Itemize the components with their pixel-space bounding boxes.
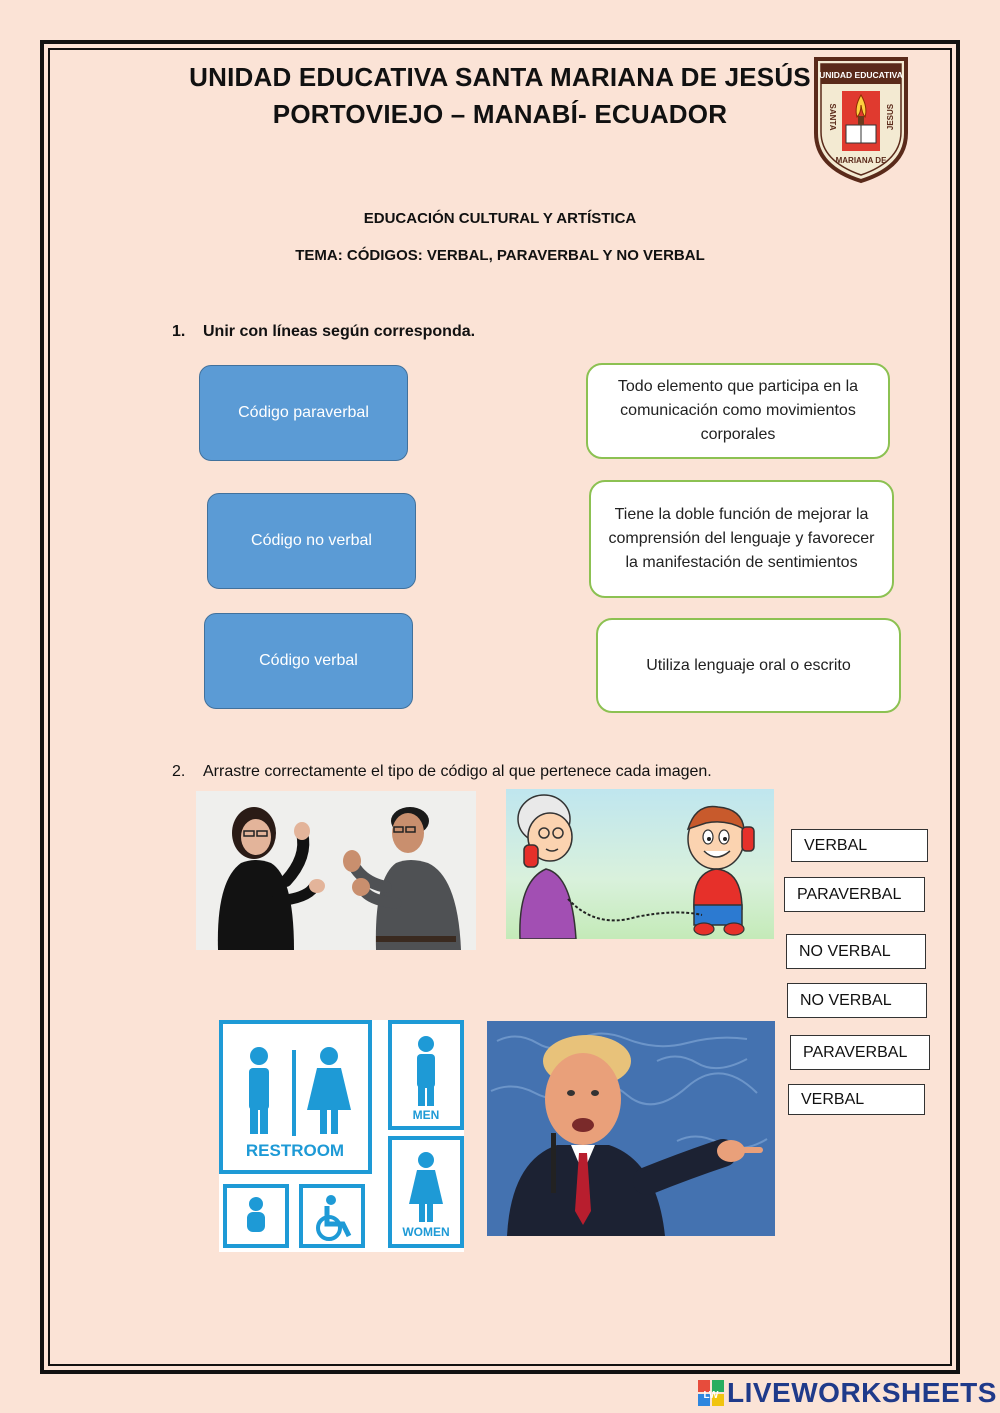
- restroom-signs-image: [219, 1020, 464, 1252]
- code-paraverbal-box[interactable]: Código paraverbal: [199, 365, 408, 461]
- topic-title: TEMA: CÓDIGOS: VERBAL, PARAVERBAL Y NO VERBAL: [295, 247, 705, 264]
- label-no-verbal-2[interactable]: NO VERBAL: [787, 983, 927, 1018]
- exercise-2-number: 2.: [172, 763, 186, 780]
- school-location: PORTOVIEJO – MANABÍ- ECUADOR: [272, 99, 728, 129]
- label-verbal-2[interactable]: VERBAL: [788, 1084, 925, 1115]
- description-oral-written[interactable]: Utiliza lenguaje oral o escrito: [596, 618, 901, 713]
- liveworksheets-logo-icon: [698, 1380, 724, 1406]
- speaker-pointing-photo: [487, 1021, 775, 1236]
- code-verbal-box[interactable]: Código verbal: [204, 613, 413, 709]
- exercise-1-instruction: [172, 323, 475, 341]
- exercise-2-text: Arrastre correctamente el tipo de código al que pertenece cada imagen.: [203, 763, 712, 780]
- description-feelings[interactable]: Tiene la doble función de mejorar la comprensión del lenguaje y favorecer la manifestación de sentimientos: [589, 480, 894, 598]
- code-no-verbal-box[interactable]: Código no verbal: [207, 493, 416, 589]
- school-crest-logo: [812, 55, 910, 185]
- school-name: UNIDAD EDUCATIVA SANTA MARIANA DE JESÚS: [189, 62, 811, 92]
- subject-title: EDUCACIÓN CULTURAL Y ARTÍSTICA: [363, 210, 637, 227]
- brand-text: LIVEWORKSHEETS: [727, 1377, 997, 1408]
- exercise-2-instruction: [172, 763, 712, 781]
- label-no-verbal-1[interactable]: NO VERBAL: [786, 934, 926, 969]
- restroom-label: RESTROOM: [245, 1141, 345, 1160]
- exercise-1-number: 1.: [172, 323, 186, 340]
- svg-text:MARIANA DE: MARIANA DE: [835, 156, 887, 165]
- svg-text:SANTA: SANTA: [828, 103, 837, 131]
- liveworksheets-brand[interactable]: [698, 1378, 997, 1408]
- label-verbal-1[interactable]: VERBAL: [791, 829, 928, 862]
- exercise-1-text: Unir con líneas según corresponda.: [203, 323, 476, 340]
- svg-text:JESUS: JESUS: [886, 103, 895, 131]
- label-paraverbal-1[interactable]: PARAVERBAL: [784, 877, 925, 912]
- svg-text:UNIDAD EDUCATIVA: UNIDAD EDUCATIVA: [819, 70, 903, 80]
- men-label: MEN: [412, 1108, 440, 1122]
- label-paraverbal-2[interactable]: PARAVERBAL: [790, 1035, 930, 1070]
- svg-text:LW: LW: [703, 1390, 719, 1401]
- sign-language-photo: [196, 791, 476, 950]
- phone-call-cartoon: [506, 789, 774, 939]
- description-body-movements[interactable]: Todo elemento que participa en la comunicación como movimientos corporales: [586, 363, 890, 459]
- women-label: WOMEN: [402, 1225, 450, 1239]
